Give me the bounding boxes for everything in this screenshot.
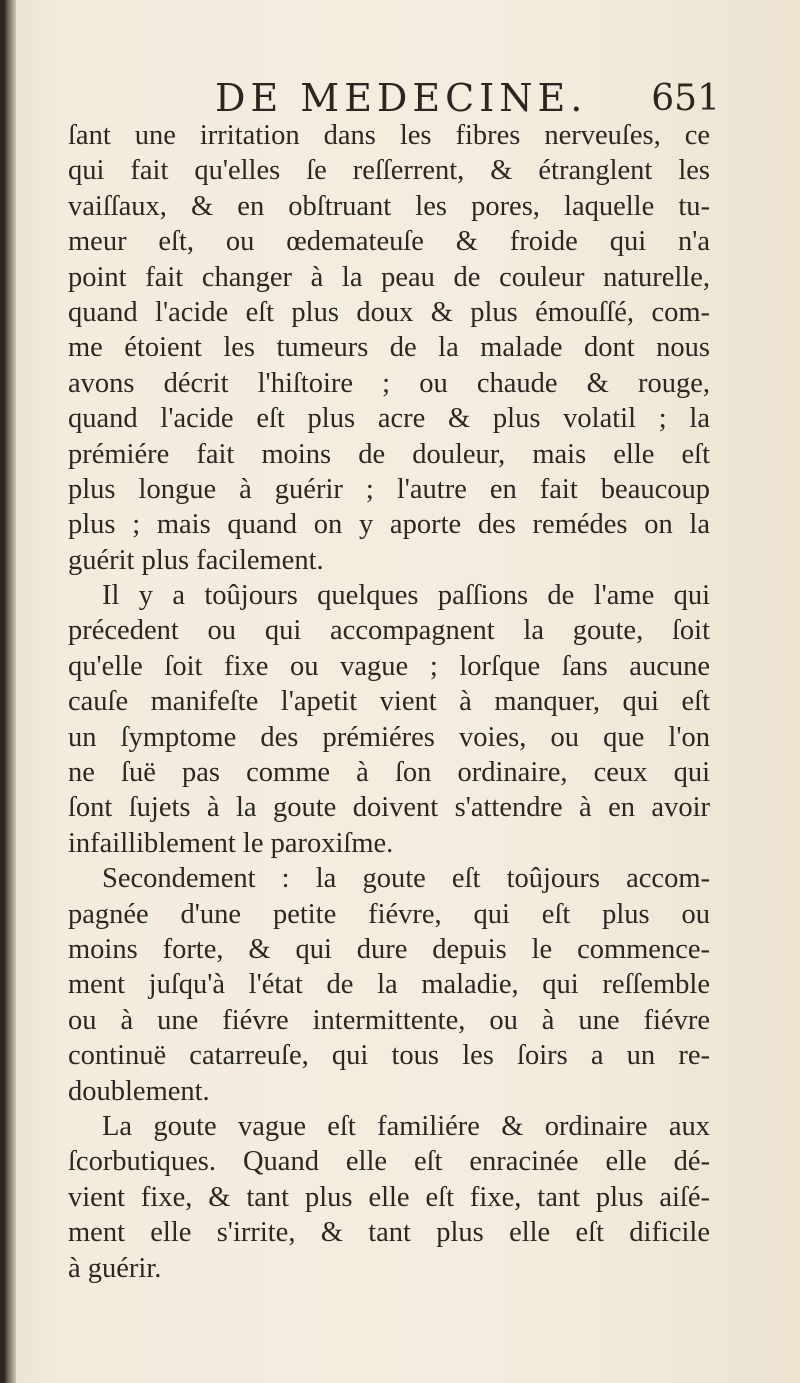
page-number: 651	[651, 78, 720, 119]
text-line: moins forte, & qui dure depuis le commence-	[68, 933, 710, 965]
text-line: ment elle s'irrite, & tant plus elle eſt dificile	[68, 1217, 710, 1249]
text-line: Il y a toûjours quelques paſſions de l'ame qui	[102, 580, 710, 612]
text-line: La goute vague eſt familiére & ordinaire aux	[102, 1110, 710, 1142]
text-line: cauſe manifeſte l'apetit vient à manquer, qui eſt	[68, 686, 710, 718]
text-line: ſant une irritation dans les fibres nerveuſes, ce	[68, 120, 710, 151]
text-line: doublement.	[68, 1075, 210, 1107]
text-line: ſcorbutiques. Quand elle eſt enracinée elle dé-	[68, 1146, 710, 1178]
binding-edge	[0, 0, 16, 1383]
text-line: qui fait qu'elles ſe reſſerrent, & étranglent les	[68, 155, 710, 187]
text-line: plus longue à guérir ; l'autre en fait beaucoup	[68, 473, 710, 505]
text-line: avons décrit l'hiſtoire ; ou chaude & rouge,	[68, 367, 710, 399]
text-line: vaiſſaux, & en obſtruant les pores, laquelle tu-	[68, 190, 710, 222]
text-line: qu'elle ſoit fixe ou vague ; lorſque ſans aucune	[68, 650, 710, 682]
body-text	[68, 118, 710, 1286]
text-line: ment juſqu'à l'état de la maladie, qui reſſemble	[68, 969, 710, 1001]
text-line: ne ſuë pas comme à ſon ordinaire, ceux qui	[68, 757, 710, 789]
text-line: meur eſt, ou œdemateuſe & froide qui n'a	[68, 226, 710, 258]
text-line: pagnée d'une petite fiévre, qui eſt plus ou	[68, 898, 710, 930]
text-line: guérit plus facilement.	[68, 544, 324, 576]
text-line: vient fixe, & tant plus elle eſt fixe, tant plus aiſé-	[68, 1181, 710, 1213]
text-line: un ſymptome des prémiéres voies, ou que l'on	[68, 721, 710, 753]
text-line: quand l'acide eſt plus doux & plus émouſſé, com-	[68, 296, 710, 328]
text-line: précedent ou qui accompagnent la goute, ſoit	[68, 615, 710, 647]
text-line: prémiére fait moins de douleur, mais elle eſt	[68, 438, 710, 470]
text-line: infailliblement le paroxiſme.	[68, 827, 394, 859]
text-line: ou à une fiévre intermittente, ou à une fiévre	[68, 1004, 710, 1036]
text-line: me étoient les tumeurs de la malade dont nous	[68, 332, 710, 364]
text-line: continuë catarreuſe, qui tous les ſoirs a un re-	[68, 1040, 710, 1072]
text-line: Secondement : la goute eſt toûjours accom-	[102, 863, 710, 895]
text-line: point fait changer à la peau de couleur naturelle,	[68, 261, 710, 293]
running-head: DE MEDECINE.	[215, 76, 588, 120]
text-line: plus ; mais quand on y aporte des remédes on la	[68, 509, 710, 541]
text-line: ſont ſujets à la goute doivent s'attendre à en avoir	[68, 792, 710, 824]
text-line: à guérir.	[68, 1252, 162, 1284]
text-line: quand l'acide eſt plus acre & plus volatil ; la	[68, 403, 710, 435]
